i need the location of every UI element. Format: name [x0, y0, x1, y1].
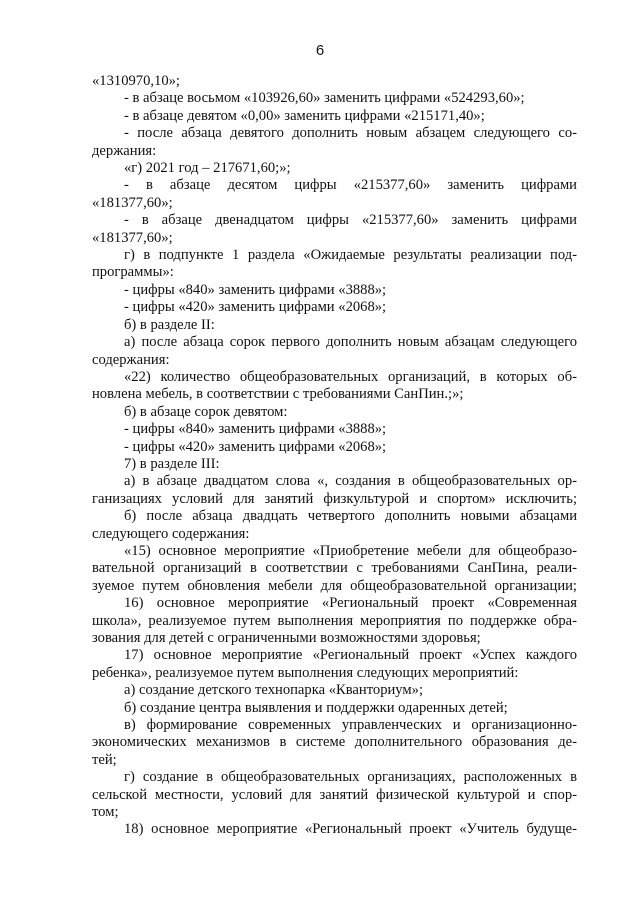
text-line: сельской местности, условий для занятий физической культурой и спор-	[92, 786, 577, 803]
text-line: б) создание центра выявления и поддержки одаренных детей;	[124, 699, 508, 716]
text-line: - цифры «840» заменить цифрами «3888»;	[124, 421, 387, 438]
text-line: «181377,60»;	[92, 194, 173, 211]
text-line: «181377,60»;	[92, 229, 173, 246]
text-line: г) в подпункте 1 раздела «Ожидаемые результаты реализации под-	[124, 247, 577, 264]
text-line: школа», реализуемое путем выполнения мероприятия по поддержке обра-	[92, 612, 577, 629]
text-line: содержания:	[92, 351, 170, 368]
text-line: программы»:	[92, 264, 174, 281]
text-line: - в абзаце восьмом «103926,60» заменить цифрами «524293,60»;	[124, 90, 525, 107]
document-body	[92, 73, 577, 839]
text-line: а) в абзаце двадцатом слова «, создания в общеобразовательных ор-	[124, 473, 577, 490]
text-line: 7) в разделе III:	[124, 455, 220, 472]
text-line: б) после абзаца двадцать четвертого дополнить новыми абзацами	[124, 508, 577, 525]
text-line: вательной организаций в соответствии с требованиями СанПина, реали-	[92, 560, 577, 577]
text-line: б) в абзаце сорок девятом:	[124, 403, 288, 420]
text-line: «1310970,10»;	[92, 73, 180, 89]
text-line: «г) 2021 год – 217671,60;»;	[124, 160, 291, 177]
text-line: - после абзаца девятого дополнить новым абзацем следующего со-	[124, 125, 577, 142]
page-number: 6	[315, 42, 325, 59]
text-line: зования для детей с ограниченными возможностями здоровья;	[92, 630, 481, 646]
text-line: «15) основное мероприятие «Приобретение мебели для общеобразо-	[124, 542, 577, 559]
text-line: зуемое путем обновления мебели для общеобразовательной организации;	[92, 577, 577, 594]
text-line: следующего содержания:	[92, 525, 250, 542]
text-line: ребенка», реализуемое путем выполнения следующих мероприятий:	[92, 664, 519, 681]
text-line: том;	[92, 804, 119, 821]
text-line: - в абзаце десятом цифры «215377,60» заменить цифрами	[124, 177, 577, 194]
text-line: - в абзаце девятом «0,00» заменить цифрами «215171,40»;	[124, 107, 485, 124]
text-line: экономических механизмов в системе дополнительного образования де-	[92, 734, 577, 751]
text-line: в) формирование современных управленческих и организационно-	[124, 717, 577, 734]
text-line: 16) основное мероприятие «Региональный проект «Современная	[124, 595, 577, 612]
text-line: - в абзаце двенадцатом цифры «215377,60» заменить цифрами	[124, 212, 577, 229]
text-line: - цифры «420» заменить цифрами «2068»;	[124, 438, 387, 455]
text-line: а) после абзаца сорок первого дополнить новым абзацам следующего	[124, 334, 577, 351]
text-line: а) создание детского технопарка «Кванториум»;	[124, 682, 423, 699]
text-line: 18) основное мероприятие «Региональный проект «Учитель будуще-	[124, 821, 577, 838]
text-line: тей;	[92, 751, 117, 768]
text-line: ганизациях условий для занятий физкультурой и спортом» исключить;	[92, 490, 577, 507]
text-line: новлена мебель, в соответствии с требованиями СанПин.;»;	[92, 386, 464, 403]
text-line: б) в разделе II:	[124, 316, 215, 333]
text-line: - цифры «420» заменить цифрами «2068»;	[124, 299, 387, 316]
text-line: г) создание в общеобразовательных организациях, расположенных в	[124, 769, 577, 786]
text-line: - цифры «840» заменить цифрами «3888»;	[124, 281, 387, 298]
text-line: «22) количество общеобразовательных организаций, в которых об-	[124, 368, 577, 385]
text-line: 17) основное мероприятие «Региональный проект «Успех каждого	[124, 647, 577, 664]
text-line: держания:	[92, 142, 157, 159]
